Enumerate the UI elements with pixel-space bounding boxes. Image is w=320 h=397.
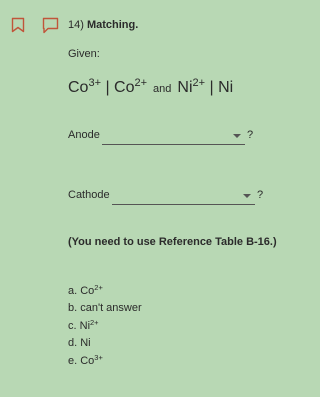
eq-species: Ni xyxy=(218,79,234,96)
question-title-text: Matching. xyxy=(86,19,139,31)
anode-feedback: ? xyxy=(247,129,254,141)
eq-separator: | xyxy=(101,79,115,96)
option-d xyxy=(68,335,142,352)
question-number: 14) xyxy=(68,19,84,31)
chevron-down-icon xyxy=(233,134,241,138)
option-c xyxy=(68,318,142,335)
anode-select[interactable] xyxy=(102,129,245,145)
chevron-down-icon xyxy=(243,194,251,198)
option-text: Co xyxy=(80,354,95,367)
cathode-feedback: ? xyxy=(257,189,264,201)
option-e xyxy=(68,353,142,370)
eq-charge: 2+ xyxy=(192,77,206,89)
eq-charge: 2+ xyxy=(134,77,148,89)
eq-charge: 3+ xyxy=(88,77,101,89)
option-text: can't answer xyxy=(80,302,142,315)
option-prefix: a. xyxy=(68,285,81,297)
cathode-label: Cathode xyxy=(68,189,110,201)
option-text: Ni xyxy=(79,319,91,332)
eq-species: Ni xyxy=(177,79,193,96)
option-text: Ni xyxy=(80,337,91,350)
cathode-select[interactable] xyxy=(112,189,255,205)
option-text: Co xyxy=(80,285,95,297)
option-prefix: e. xyxy=(68,354,81,367)
anode-label: Anode xyxy=(68,129,100,141)
option-b xyxy=(68,300,142,317)
question-title xyxy=(68,19,138,31)
eq-separator: | xyxy=(205,79,219,96)
bookmark-icon[interactable] xyxy=(11,17,25,33)
eq-species: Co xyxy=(114,79,135,96)
eq-species: Co xyxy=(68,79,89,96)
options-list xyxy=(68,283,142,370)
option-charge: 2+ xyxy=(94,283,103,292)
reference-note: (You need to use Reference Table B-16.) xyxy=(68,236,277,248)
option-prefix: c. xyxy=(68,319,80,332)
half-cell-equation xyxy=(68,79,233,97)
option-prefix: b. xyxy=(68,302,81,315)
option-prefix: d. xyxy=(68,337,81,350)
option-charge: 2+ xyxy=(90,317,99,327)
option-a xyxy=(68,283,142,300)
flag-icon[interactable] xyxy=(42,17,59,34)
given-label: Given: xyxy=(68,48,100,60)
eq-and: and xyxy=(153,83,172,95)
option-charge: 3+ xyxy=(94,352,103,362)
